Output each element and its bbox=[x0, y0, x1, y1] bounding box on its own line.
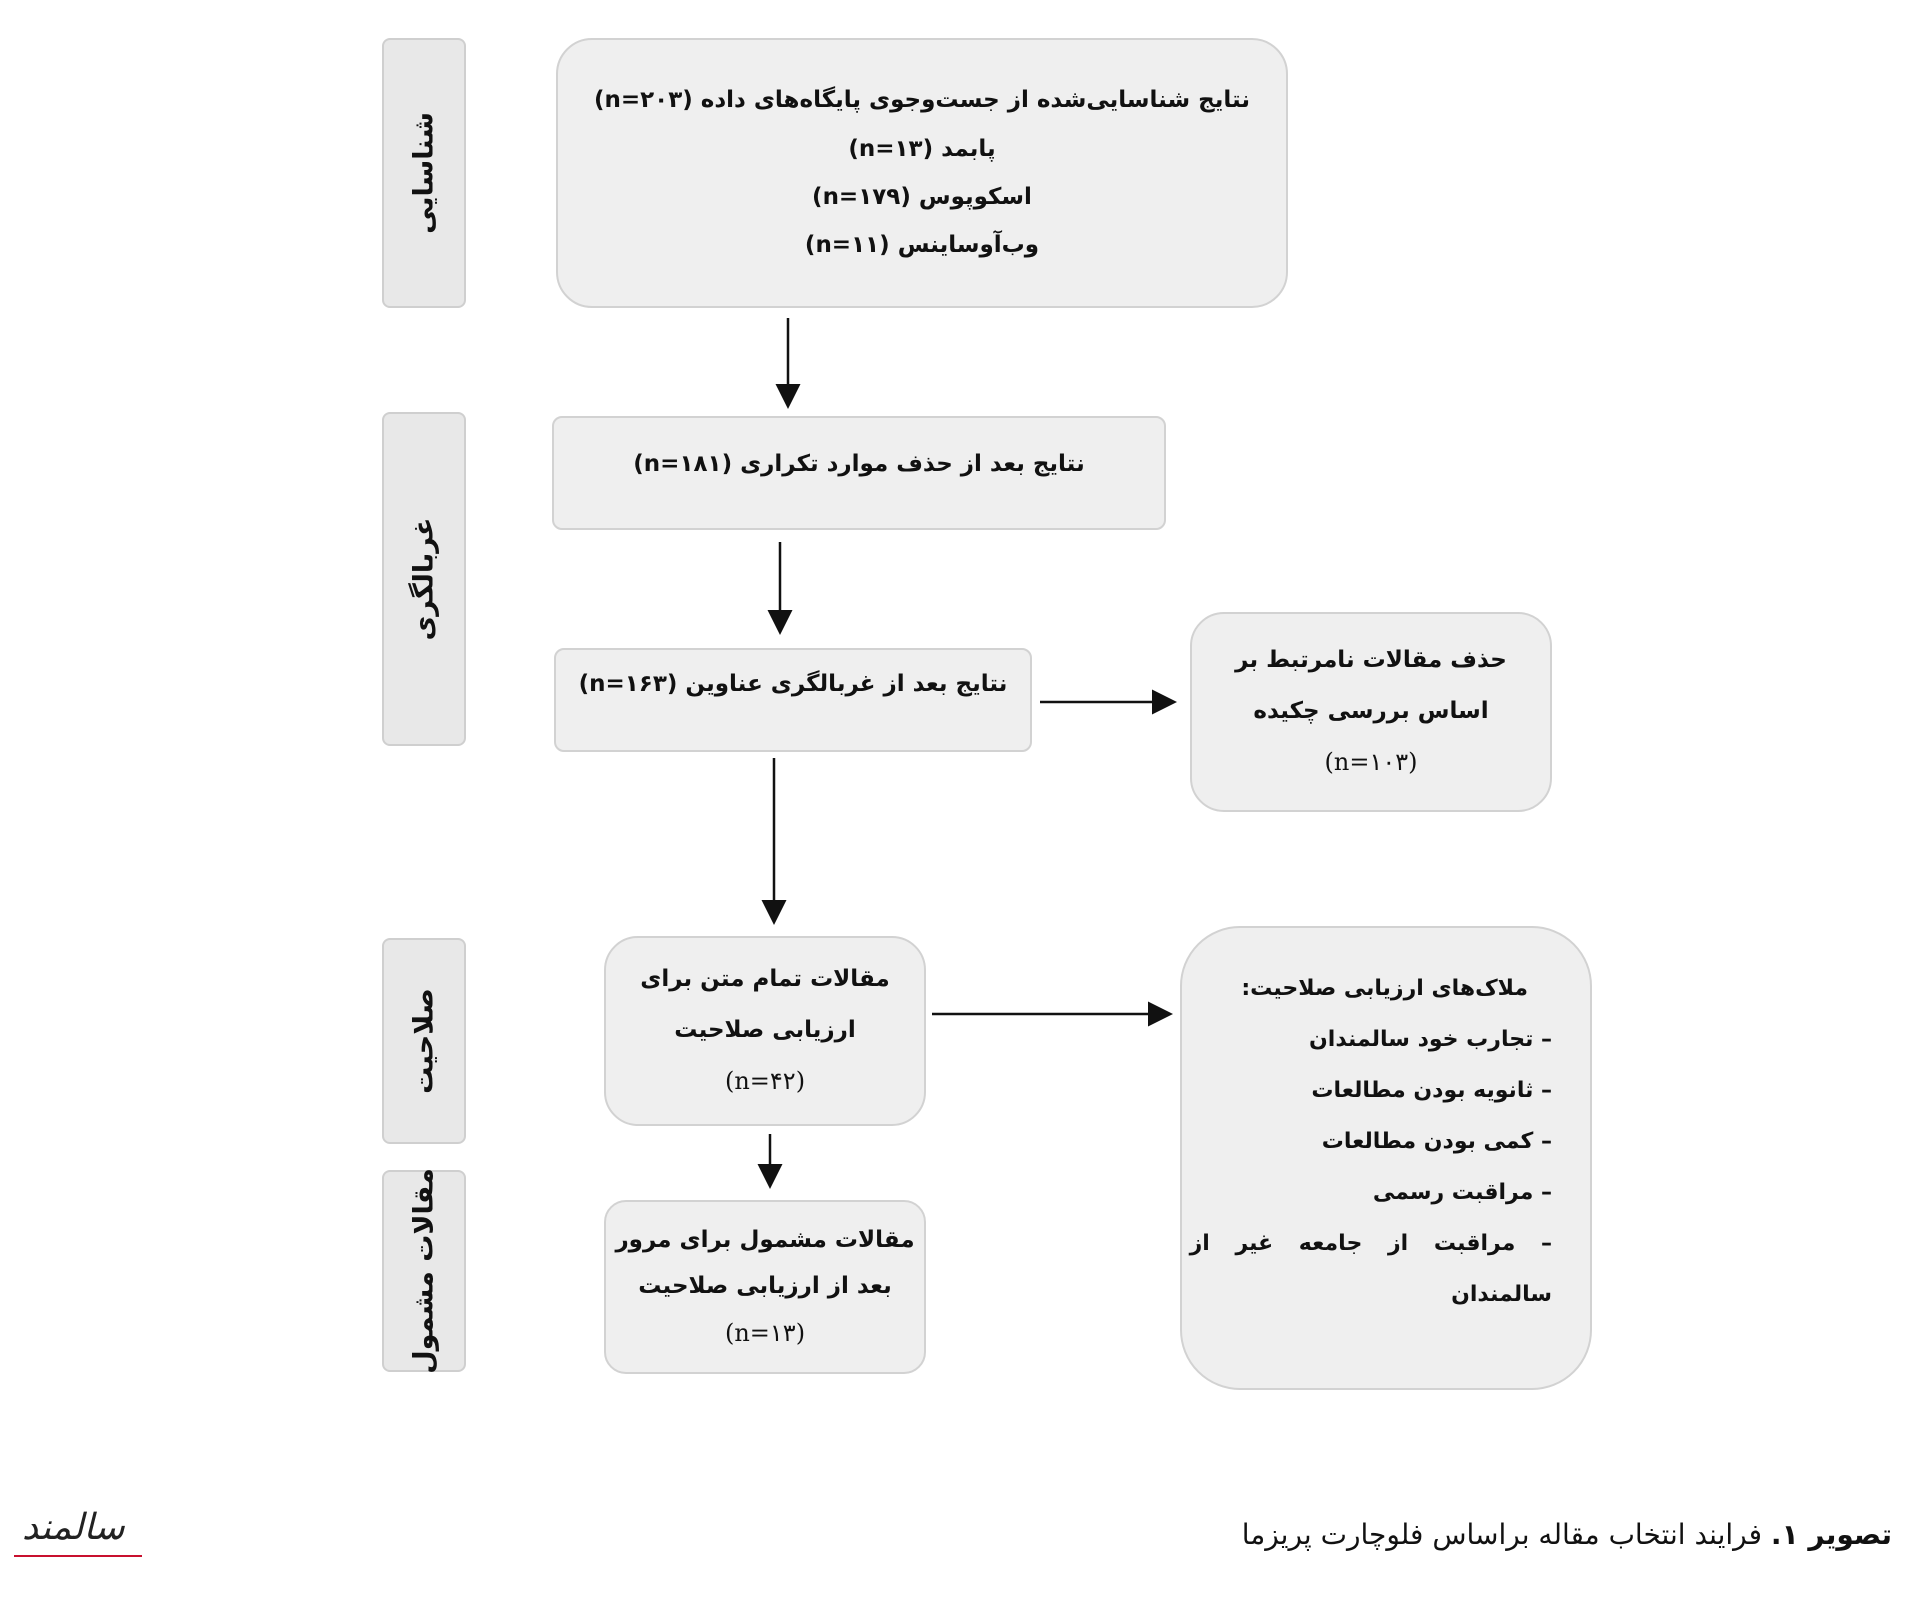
criteria-item: – ثانویه بودن مطالعات bbox=[1311, 1078, 1552, 1103]
stage-identification-label: شناسایی bbox=[408, 112, 440, 234]
title-screened-line: نتایج بعد از غربالگری عناوین (n=۱۶۳) bbox=[578, 671, 1008, 697]
identified-line2: پابمد (n=۱۳) bbox=[848, 135, 996, 162]
criteria-item: – مراقبت رسمی bbox=[1372, 1180, 1552, 1205]
caption-text: فرایند انتخاب مقاله براساس فلوچارت پریزما bbox=[1241, 1518, 1771, 1551]
stage-included-label: مقالات مشمول bbox=[408, 1168, 440, 1374]
full-text-line2: ارزیابی صلاحیت bbox=[674, 1016, 856, 1043]
stage-eligibility-label: صلاحیت bbox=[408, 988, 440, 1094]
identified-line3: اسکوپوس (n=۱۷۹) bbox=[812, 184, 1032, 210]
included-count: (n=۱۳) bbox=[724, 1319, 806, 1347]
full-text-count: (n=۴۲) bbox=[724, 1067, 806, 1096]
criteria-item: – مراقبت از جامعه غیر از bbox=[1189, 1231, 1552, 1256]
included-line2: بعد از ارزیابی صلاحیت bbox=[638, 1273, 892, 1299]
criteria-item: – تجارب خود سالمندان bbox=[1309, 1027, 1552, 1052]
identified-line4: وب‌آوساینس (n=۱۱) bbox=[804, 232, 1040, 259]
duplicates-removed-line: نتایج بعد از حذف موارد تکراری (n=۱۸۱) bbox=[633, 451, 1085, 477]
excluded-abstract-line1: حذف مقالات نامرتبط بر bbox=[1235, 647, 1507, 673]
criteria-title: ملاک‌های ارزیابی صلاحیت: bbox=[1241, 976, 1528, 1001]
full-text-line1: مقالات تمام متن برای bbox=[640, 966, 890, 992]
logo-underline bbox=[14, 1555, 142, 1557]
criteria-item: – کمی بودن مطالعات bbox=[1321, 1129, 1552, 1154]
journal-logo bbox=[14, 1505, 144, 1565]
included-line1: مقالات مشمول برای مرور bbox=[615, 1227, 915, 1253]
figure-caption bbox=[1242, 1518, 1892, 1551]
caption-label: تصویر ۱. bbox=[1770, 1518, 1892, 1551]
excluded-abstract-line2: اساس بررسی چکیده bbox=[1253, 697, 1489, 724]
criteria-item: سالمندان bbox=[1451, 1282, 1552, 1307]
excluded-abstract-count: (n=۱۰۳) bbox=[1324, 748, 1418, 777]
identified-line1: نتایج شناسایی‌شده از جست‌وجوی پایگاه‌های داده (n=۲۰۳) bbox=[593, 87, 1251, 114]
stage-screening-label: غربالگری bbox=[408, 517, 440, 641]
journal-logo-text: سالمند bbox=[22, 1507, 125, 1548]
